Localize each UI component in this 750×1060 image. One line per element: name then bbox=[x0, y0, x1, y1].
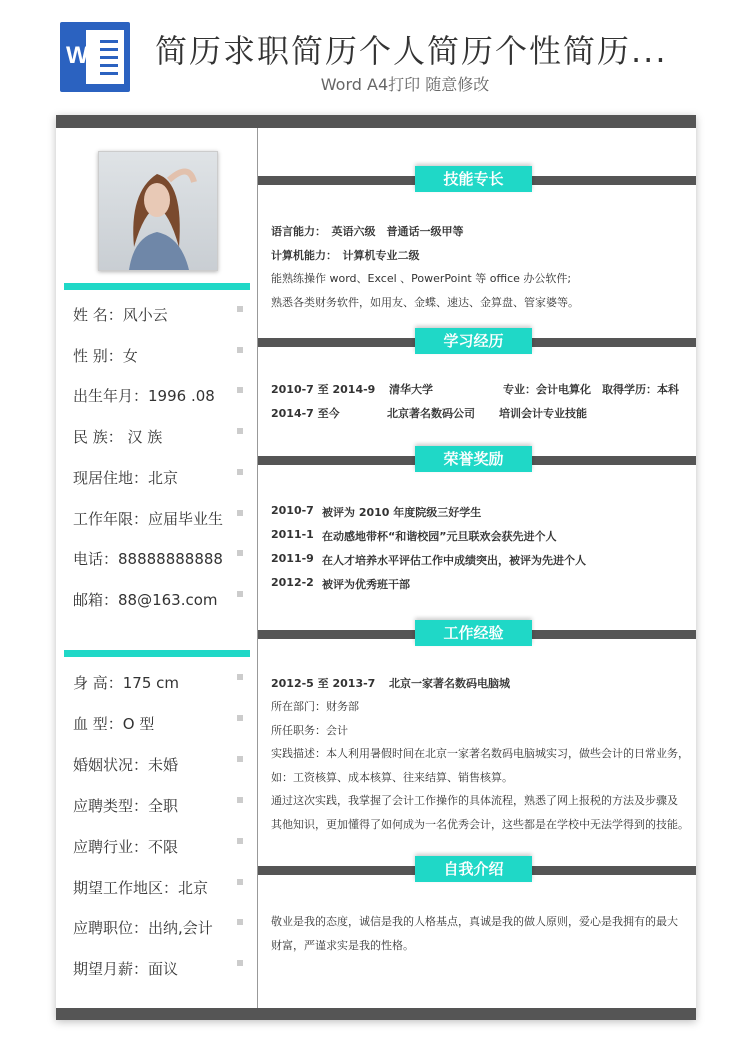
section-title: 技能专长 bbox=[415, 166, 532, 192]
honor-row: 2011-9 在人才培养水平评估工作中成绩突出，被评为先进个人 bbox=[271, 552, 586, 567]
info-field: 出生年月：1996 .08 bbox=[73, 387, 215, 406]
info-field: 姓 名：风小云 bbox=[73, 306, 168, 324]
section-about bbox=[258, 860, 696, 878]
bullet-square bbox=[237, 919, 243, 925]
honor-row: 2011-1 在动感地带杯“和谐校园”元旦联欢会获先进个人 bbox=[271, 528, 557, 543]
bullet-square bbox=[237, 879, 243, 885]
skill-line: 能熟练操作 word、Excel 、PowerPoint 等 office 办公软件; bbox=[271, 272, 572, 285]
info-field: 工作年限：应届毕业生 bbox=[73, 509, 224, 528]
section-skills bbox=[258, 170, 696, 188]
bullet-square bbox=[237, 960, 243, 966]
info-field: 期望月薪：面议 bbox=[73, 960, 179, 979]
skill-line: 计算机能力： 计算机专业二级 bbox=[271, 249, 420, 262]
info-field: 应聘行业：不限 bbox=[73, 837, 179, 856]
bullet-square bbox=[237, 591, 243, 597]
bullet-square bbox=[237, 469, 243, 475]
skill-line: 熟悉各类财务软件，如用友、金蝶、速达、金算盘、管家婆等。 bbox=[271, 296, 579, 309]
work-line: 其他知识，更加懂得了如何成为一名优秀会计，这些都是在学校中无法学得到的技能。 bbox=[271, 817, 689, 831]
info-field: 血 型：O 型 bbox=[73, 714, 155, 733]
section-honors bbox=[258, 450, 696, 468]
bottom-bar bbox=[56, 1008, 696, 1020]
info-field: 应聘类型：全职 bbox=[73, 796, 179, 815]
section-title: 自我介绍 bbox=[415, 856, 532, 882]
bullet-square bbox=[237, 347, 243, 353]
bullet-square bbox=[237, 756, 243, 762]
left-column bbox=[56, 128, 258, 1008]
work-line: 所任职务：会计 bbox=[271, 723, 348, 737]
info-field: 期望工作地区：北京 bbox=[73, 878, 209, 897]
skill-line: 语言能力： 英语六级 普通话一级甲等 bbox=[271, 225, 464, 238]
info-field: 应聘职位：出纳,会计 bbox=[73, 919, 213, 938]
profile-photo bbox=[98, 151, 218, 271]
work-line: 实践描述：本人利用暑假时间在北京一家著名数码电脑城实习，做些会计的日常业务， bbox=[271, 747, 689, 760]
info-field: 身 高：175 cm bbox=[73, 674, 180, 692]
info-field: 现居住地：北京 bbox=[73, 468, 179, 487]
word-icon-letter: W bbox=[66, 42, 89, 69]
info-field: 民 族： 汉 族 bbox=[73, 428, 163, 447]
work-line: 通过这次实践，我掌握了会计工作操作的具体流程，熟悉了网上报税的方法及步骤及 bbox=[271, 794, 678, 807]
work-line: 所在部门：财务部 bbox=[271, 700, 359, 713]
section-work bbox=[258, 624, 696, 642]
portrait-image bbox=[99, 152, 217, 270]
bullet-square bbox=[237, 428, 243, 434]
education-row: 2014-7 至今 北京著名数码公司 培训会计专业技能 bbox=[271, 407, 587, 420]
work-header: 2012-5 至 2013-7 北京一家著名数码电脑城 bbox=[271, 677, 510, 690]
about-line: 敬业是我的态度，诚信是我的人格基点，真诚是我的做人原则，爱心是我拥有的最大 bbox=[271, 915, 678, 928]
honor-row: 2012-2 被评为优秀班干部 bbox=[271, 576, 410, 591]
divider-bar bbox=[64, 650, 250, 657]
section-title: 工作经验 bbox=[415, 620, 532, 646]
section-title: 学习经历 bbox=[415, 328, 532, 354]
bullet-square bbox=[237, 510, 243, 516]
work-line: 如：工资核算、成本核算、往来结算、销售核算。 bbox=[271, 770, 513, 784]
bullet-square bbox=[237, 715, 243, 721]
bullet-square bbox=[237, 674, 243, 680]
section-title: 荣誉奖励 bbox=[415, 446, 532, 472]
info-field: 邮箱：88@163.com bbox=[73, 590, 218, 609]
info-field: 婚姻状况：未婚 bbox=[73, 755, 179, 774]
bullet-square bbox=[237, 306, 243, 312]
bullet-square bbox=[237, 550, 243, 556]
bullet-square bbox=[237, 838, 243, 844]
document-subtitle: Word A4打印 随意修改 bbox=[320, 75, 490, 94]
resume-page bbox=[56, 115, 696, 1020]
divider-bar bbox=[64, 283, 250, 290]
document-title: 简历求职简历个人简历个性简历... bbox=[155, 32, 668, 70]
bullet-square bbox=[237, 797, 243, 803]
education-row: 2010-7 至 2014-9 清华大学 专业：会计电算化 取得学历：本科 bbox=[271, 383, 679, 396]
info-field: 电话：88888888888 bbox=[73, 550, 223, 569]
honor-row: 2010-7 被评为 2010 年度院级三好学生 bbox=[271, 504, 482, 519]
top-bar bbox=[56, 115, 696, 128]
about-line: 财富，严谨求实是我的性格。 bbox=[271, 939, 414, 952]
bullet-square bbox=[237, 387, 243, 393]
info-field: 性 别：女 bbox=[73, 346, 138, 365]
section-education bbox=[258, 332, 696, 350]
